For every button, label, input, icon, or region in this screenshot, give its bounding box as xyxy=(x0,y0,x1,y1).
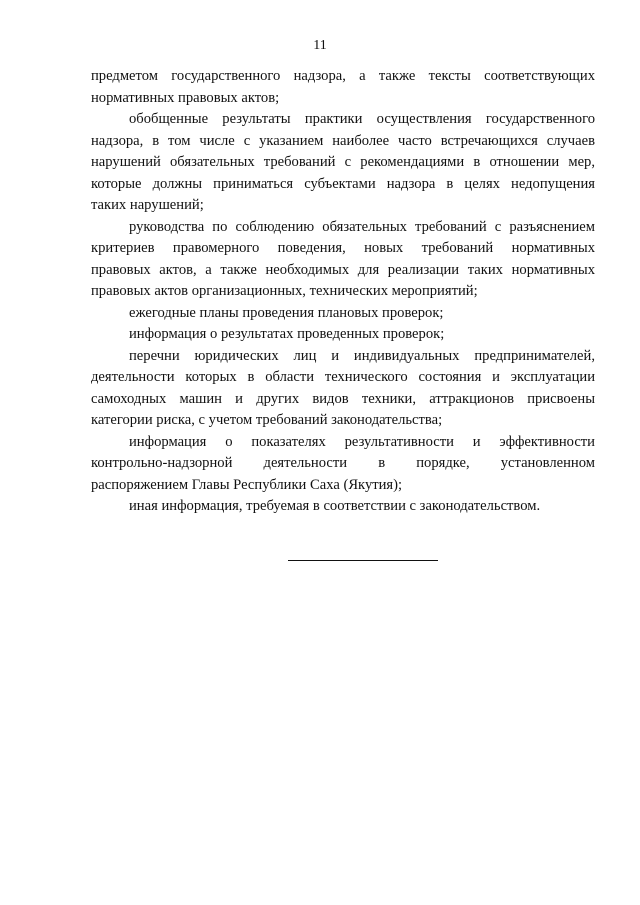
text-line: руководства по соблюдению обязательных требований с разъяснением xyxy=(129,218,595,235)
paragraph xyxy=(91,303,595,325)
text-line: обобщенные результаты практики осуществления государственного xyxy=(129,111,595,127)
text-line: таких нарушений; xyxy=(91,197,204,213)
text-line: правовых актов организационных, технических мероприятий; xyxy=(91,283,478,299)
text-line: распоряжением Главы Республики Саха (Якутия); xyxy=(91,476,403,493)
text-line: правовых актов, а также необходимых для реализации таких нормативных xyxy=(91,261,595,278)
text-line: информация о результатах проведенных проверок; xyxy=(129,326,445,342)
paragraph xyxy=(91,217,595,303)
text-line: контрольно-надзорной деятельности в порядке, установленном xyxy=(91,455,595,471)
end-divider xyxy=(288,560,438,561)
paragraph xyxy=(91,66,595,109)
text-line: нарушений обязательных требований с рекомендациями в отношении мер, xyxy=(91,154,595,170)
text-line: нормативных правовых актов; xyxy=(91,89,280,106)
text-line: ежегодные планы проведения плановых проверок; xyxy=(129,304,444,321)
text-line: перечни юридических лиц и индивидуальных предпринимателей, xyxy=(129,347,595,364)
text-line: критериев правомерного поведения, новых требований нормативных xyxy=(91,240,595,256)
text-line: иная информация, требуемая в соответствии с законодательством. xyxy=(129,498,541,514)
paragraph xyxy=(91,109,595,217)
text-line: надзора, в том числе с указанием наиболее часто встречающихся случаев xyxy=(91,132,595,149)
paragraph xyxy=(91,324,595,346)
paragraph xyxy=(91,432,595,497)
text-line: информация о показателях результативности и эффективности xyxy=(129,433,595,450)
text-line: которые должны приниматься субъектами надзора в целях недопущения xyxy=(91,175,595,192)
text-line: категории риска, с учетом требований законодательства; xyxy=(91,412,443,428)
text-line: деятельности которых в области технического состояния и эксплуатации xyxy=(91,369,595,385)
text-line: предметом государственного надзора, а также тексты соответствующих xyxy=(91,68,595,84)
document-body xyxy=(91,66,595,518)
text-line: самоходных машин и других видов техники, аттракционов присвоены xyxy=(91,390,595,407)
page-number: 11 xyxy=(313,38,327,53)
paragraph xyxy=(91,496,595,518)
paragraph xyxy=(91,346,595,432)
